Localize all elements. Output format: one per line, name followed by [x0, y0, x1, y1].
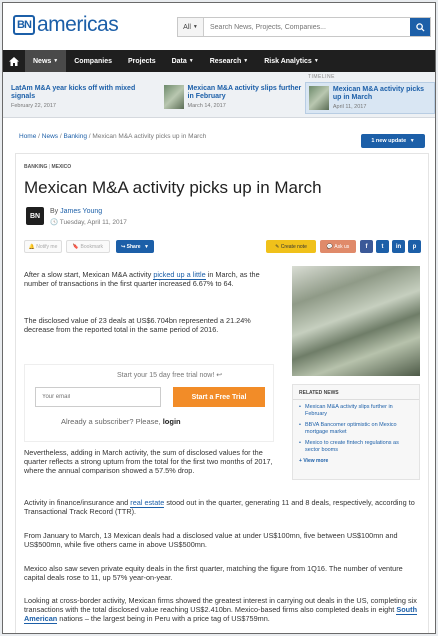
chat-icon: 💬	[326, 243, 333, 250]
bookmark-icon: 🔖	[72, 243, 80, 250]
paragraph-text: in March, as the number of transactions in the first quarter increased 6.67% to 64.	[24, 270, 260, 288]
main-nav	[3, 50, 435, 72]
timeline-item-text	[11, 82, 161, 114]
timeline-item[interactable]	[161, 82, 303, 114]
timeline-strip	[3, 72, 435, 118]
notify-me-button[interactable]	[24, 240, 62, 253]
timeline-item-title: Mexican M&A activity picks up in March	[332, 86, 425, 101]
timeline-item-date: March 14, 2017	[187, 103, 226, 109]
twitter-share-button[interactable]	[376, 240, 389, 253]
author-avatar: BN	[26, 207, 44, 225]
related-news-list	[293, 400, 419, 458]
nav-companies[interactable]	[66, 50, 120, 72]
search-input[interactable]	[204, 18, 410, 36]
start-free-trial-button[interactable]: Start a Free Trial	[173, 387, 265, 407]
trial-headline	[117, 371, 222, 379]
chevron-down-icon: ▼	[53, 58, 59, 64]
print-icon: p	[412, 243, 417, 250]
timeline-item-text	[333, 83, 434, 113]
author-link[interactable]: James Young	[60, 208, 103, 215]
new-update-label: 1 new update	[371, 138, 407, 144]
browser-frame	[2, 2, 436, 634]
kicker-separator: |	[48, 164, 51, 170]
timeline-item-current[interactable]	[305, 82, 435, 114]
create-note-button[interactable]	[266, 240, 316, 253]
share-icon: ↪	[121, 243, 126, 250]
chevron-down-icon: ▼	[192, 24, 198, 30]
search-bar	[177, 17, 431, 37]
breadcrumb-current: Mexican M&A activity picks up in March	[92, 133, 207, 140]
search-button[interactable]	[410, 18, 430, 36]
breadcrumb-news[interactable]: News	[41, 133, 59, 140]
nav-news[interactable]	[25, 50, 66, 72]
nav-data[interactable]	[164, 50, 202, 72]
article-toolbar	[24, 240, 420, 254]
ask-us-label: Ask us	[334, 243, 350, 250]
paragraph-text: Activity in finance/insurance and	[24, 498, 131, 507]
article-paragraph	[24, 498, 420, 516]
twitter-icon: t	[381, 243, 384, 250]
create-note-label: Create note	[280, 243, 307, 250]
timeline-item-title: Mexican M&A activity slips further in February	[187, 85, 302, 100]
timeline-label: TIMELINE	[307, 74, 335, 80]
paragraph-text: Looking at cross-border activity, Mexican firms showed the greatest interest in carrying out deals in the US, completing six transactions with the total disclosed value reaching US$2.410bn. Mexico-based firms also completed deals in eight	[24, 596, 417, 614]
related-news-item[interactable]: • Mexican M&A activity slips further in February	[299, 402, 413, 420]
subscriber-text: Already a subscriber? Please,	[61, 417, 163, 426]
timeline-item[interactable]	[11, 82, 161, 114]
chevron-down-icon: ▼	[243, 58, 249, 64]
share-button[interactable]	[116, 240, 154, 253]
paragraph-text: nations – the largest being in Peru with a price tag of US$759mn.	[57, 614, 270, 623]
nav-risk-analytics[interactable]	[256, 50, 327, 72]
ask-us-button[interactable]	[320, 240, 356, 253]
kicker-section[interactable]: BANKING	[24, 164, 48, 170]
timeline-thumbnail	[164, 85, 184, 109]
article-byline	[50, 208, 102, 215]
new-update-button[interactable]	[361, 134, 425, 148]
timeline-item-title: LatAm M&A year kicks off with mixed signals	[11, 85, 136, 100]
linkedin-share-button[interactable]	[392, 240, 405, 253]
timeline-thumbnail	[309, 86, 329, 110]
chevron-down-icon: ▼	[409, 138, 415, 144]
article-title: Mexican M&A activity picks up in March	[24, 178, 322, 197]
bell-icon: 🔔	[28, 243, 35, 250]
related-news-item[interactable]: • Mexico to create fintech regulations as sector booms	[299, 438, 413, 456]
byline-prefix: By	[50, 208, 59, 215]
breadcrumb-separator: /	[88, 133, 91, 140]
print-button[interactable]	[408, 240, 421, 253]
article-date-text: Tuesday, April 11, 2017	[59, 219, 127, 226]
article-paragraph: The disclosed value of 23 deals at US$6.704bn represented a 21.24% decrease from the reported total in the same period of 2016.	[24, 316, 251, 334]
clock-icon: 🕓	[50, 219, 59, 226]
nav-data-label: Data	[171, 57, 187, 65]
search-scope-label: All	[183, 23, 191, 31]
article-paragraph: Mexico also saw seven private equity deals in the first quarter, matching the figure from 1Q16. The number of venture capital deals rose to 11, up 57% year-on-year.	[24, 564, 403, 582]
nav-research[interactable]	[202, 50, 256, 72]
nav-companies-label: Companies	[74, 57, 112, 65]
related-news-panel	[292, 384, 420, 480]
bookmark-button[interactable]	[66, 240, 110, 253]
chevron-down-icon: ▼	[188, 58, 194, 64]
kicker-country[interactable]: MEXICO	[51, 164, 72, 170]
bookmark-label: Bookmark	[80, 243, 104, 250]
article-image-money	[292, 266, 420, 376]
chevron-down-icon: ▼	[143, 243, 149, 250]
article-paragraph: Nevertheless, adding in March activity, the sum of disclosed values for the quarter reflects a strong upturn from the total for the first two months of 2017, where the annual comparison showed a 57.5% drop.	[24, 448, 273, 475]
trial-email-input[interactable]	[35, 387, 161, 407]
article-paragraph	[24, 596, 420, 623]
home-button[interactable]	[3, 50, 25, 72]
article-paragraph	[24, 270, 276, 288]
breadcrumb-separator: /	[38, 133, 40, 140]
inline-link[interactable]: real estate	[130, 498, 165, 507]
note-icon: ✎	[275, 243, 280, 250]
paragraph-text: stood out in the quarter, generating 11 and 8 deals, respectively, according to Transactional Track Record (TTR).	[24, 498, 415, 516]
timeline-item-date: February 22, 2017	[11, 103, 56, 109]
nav-projects[interactable]	[120, 50, 164, 72]
plus-icon: +	[299, 458, 302, 464]
chevron-down-icon: ▼	[313, 58, 319, 64]
view-more-label: View more	[303, 458, 329, 464]
inline-link[interactable]: South American	[24, 605, 418, 623]
breadcrumb-home[interactable]: Home	[19, 133, 37, 140]
nav-projects-label: Projects	[127, 57, 156, 65]
login-link[interactable]: login	[162, 417, 181, 426]
logo-mark: BN	[13, 15, 35, 35]
subscriber-prompt	[61, 417, 181, 426]
nav-research-label: Research	[209, 57, 242, 65]
timeline-item-date: April 11, 2017	[332, 104, 367, 110]
home-icon	[9, 57, 19, 66]
linkedin-icon: in	[395, 243, 402, 250]
site-header	[3, 3, 435, 50]
trial-headline-text: Start your 15 day free trial now!	[117, 372, 215, 379]
facebook-icon: f	[365, 243, 368, 250]
article-card	[15, 153, 429, 634]
article-kicker	[24, 164, 71, 170]
free-trial-box	[24, 364, 274, 442]
breadcrumb-separator: /	[59, 133, 62, 140]
nav-news-label: News	[33, 57, 52, 65]
search-icon	[416, 23, 425, 32]
logo-text: americas	[37, 13, 119, 36]
article-paragraph: From January to March, 13 Mexican deals had a disclosed value at under US$100mn, five between US$100mn and US$500mn, while five others came in above US$500mn.	[24, 531, 398, 549]
nav-risk-analytics-label: Risk Analytics	[264, 57, 312, 65]
timeline-item-text	[188, 82, 303, 114]
bnamericas-logo[interactable]	[13, 14, 118, 36]
paragraph-text: After a slow start, Mexican M&A activity	[24, 270, 154, 279]
curved-arrow-icon: ↩	[216, 372, 223, 379]
search-scope-select[interactable]	[178, 18, 204, 36]
inline-link[interactable]: picked up a little	[153, 270, 206, 279]
breadcrumb-banking[interactable]: Banking	[63, 133, 87, 140]
facebook-share-button[interactable]	[360, 240, 373, 253]
share-label: Share	[126, 243, 141, 250]
related-news-title: RELATED NEWS	[293, 385, 419, 400]
related-news-item[interactable]: • BBVA Bancomer optimistic on Mexico mortgage market	[299, 420, 413, 438]
breadcrumb	[19, 133, 206, 140]
view-more-link[interactable]	[293, 458, 419, 464]
article-date	[50, 218, 127, 226]
notify-label: Notify me	[36, 243, 58, 250]
